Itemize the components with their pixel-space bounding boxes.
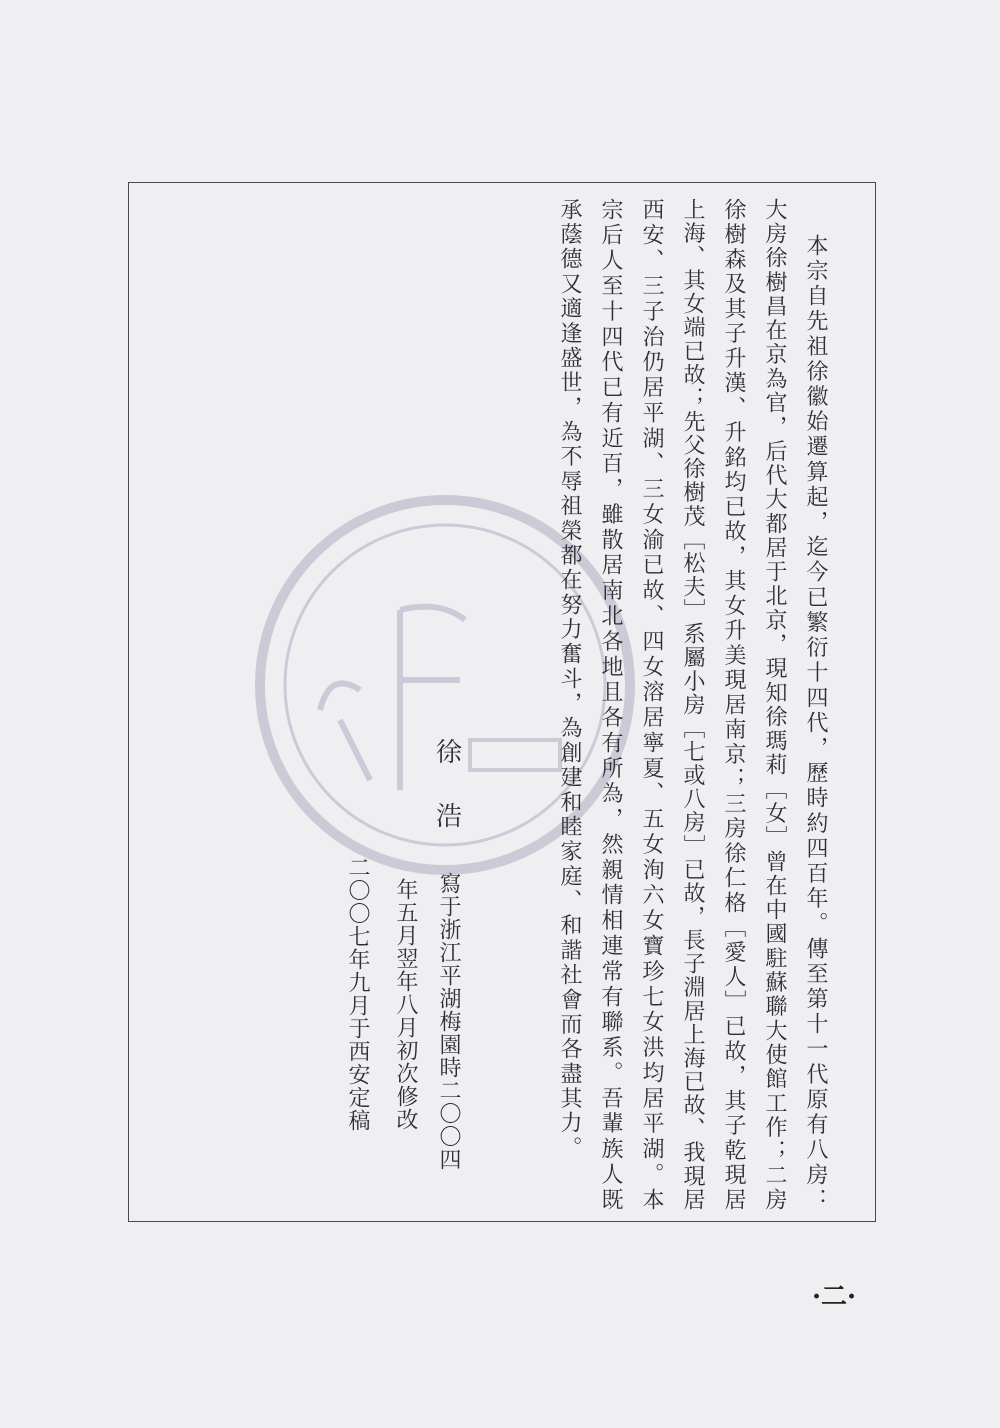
dateline-2: 年五月翌年八月初次修改 [393, 878, 418, 1131]
dateline-1: 寫于浙江平湖梅園時二〇〇四 [436, 872, 461, 1171]
body-column-5: 西安、三子治仍居平湖、三女渝已故、四女溶居寧夏、五女洵六女寶珍七女洪均居平湖。本 [639, 198, 664, 1210]
page-number: ·二· [812, 1282, 857, 1312]
author-surname: 徐 [436, 738, 463, 768]
body-column-3: 徐樹森及其子升漢、升銘均已故，其女升美現居南京；三房徐仁格［愛人］已故，其子乾現居 [721, 198, 746, 1210]
body-column-6: 宗后人至十四代已有近百，雖散居南北各地且各有所為，然親情相連常有聯系。吾輩族人既 [598, 198, 623, 1210]
dateline-3: 二〇〇七年九月于西安定稿 [345, 856, 370, 1132]
author-given-name: 浩 [436, 802, 463, 832]
body-column-2: 大房徐樹昌在京為官，后代大都居于北京，現知徐瑪莉［女］曾在中國駐蘇聯大使館工作；二房 [762, 198, 787, 1210]
body-column-1: 本宗自先祖徐徽始遷算起，迄今已繁衍十四代，歷時約四百年。傳至第十一代原有八房： [803, 234, 828, 1210]
body-column-7: 承蔭德又適逢盛世，為不辱祖榮都在努力奮斗，為創建和睦家庭、和諧社會而各盡其力。 [557, 198, 582, 1158]
body-column-4: 上海、其女端已故；先父徐樹茂［松夫］系屬小房［七或八房］已故，長子淵居上海已故、我現居 [680, 198, 705, 1210]
